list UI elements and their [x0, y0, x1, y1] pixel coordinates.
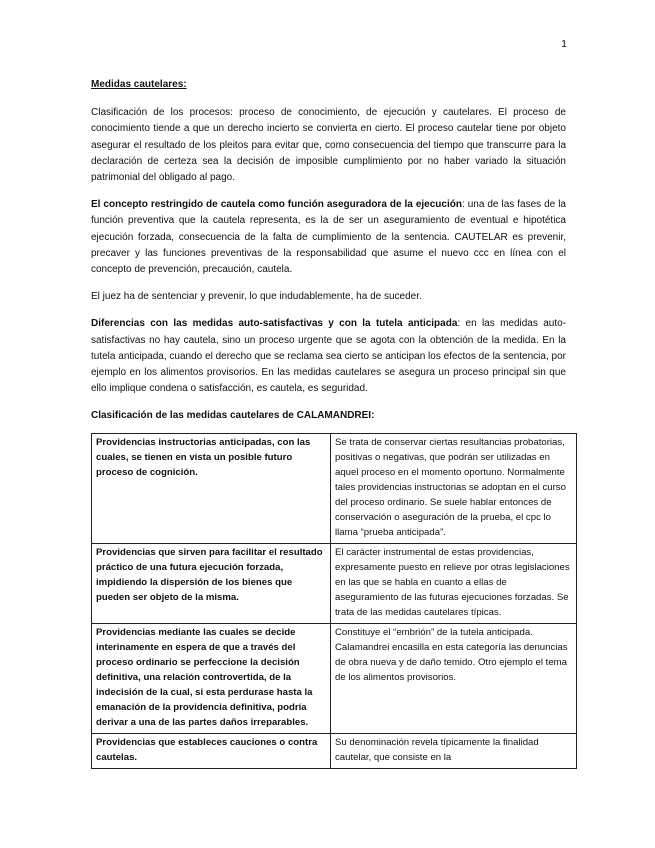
- paragraph-differences: [91, 316, 566, 397]
- table-cell-description: Se trata de conservar ciertas resultancias probatorias, positivas o negativas, que podrán ser utilizadas en aquel proceso en el momento oportuno. Normalmente tales providencias instructorias se adoptan en el curso del proceso ordinario. Se suele hablar entonces de conservación o aseguración de la prueba, el cpc lo llama “prueba anticipada”.: [331, 433, 577, 543]
- table-cell-description: El carácter instrumental de estas providencias, expresamente puesto en relieve por otras legislaciones en las que se habla en cuanto a ellas de aseguramiento de las futuras ejecuciones forzadas. Se trata de las medidas cautelares típicas.: [331, 543, 577, 623]
- paragraph-differences-heading: Diferencias con las medidas auto-satisfactivas y con la tutela anticipada: [91, 318, 458, 330]
- table-cell-category: Providencias que sirven para facilitar el resultado práctico de una futura ejecución forzada, impidiendo la dispersión de los bienes que pueden ser objeto de la misma.: [92, 543, 331, 623]
- table-cell-category: Providencias mediante las cuales se decide interinamente en espera de que a través del proceso ordinario se perfeccione la decisión definitiva, una relación controvertida, de la indecisión de la cual, si esta perdurase hasta la emanación de la providencia definitiva, podría derivar a una de las partes daños irreparables.: [92, 623, 331, 733]
- table-cell-description: Su denominación revela típicamente la finalidad cautelar, que consiste en la: [331, 733, 577, 768]
- table-row: [92, 543, 577, 623]
- paragraph-judge: El juez ha de sentenciar y prevenir, lo que indudablemente, ha de suceder.: [91, 291, 422, 303]
- table-cell-description: Constituye el “embrión” de la tutela anticipada. Calamandrei encasilla en esta categoría las denuncias de obra nueva y de daño temido. Otro ejemplo el tema de los alimentos provisorios.: [331, 623, 577, 733]
- page-number: 1: [561, 38, 567, 50]
- document-body: [91, 77, 570, 769]
- paragraph-restricted-concept: [91, 197, 566, 278]
- table-cell-category: Providencias que estableces cauciones o contra cautelas.: [92, 733, 331, 768]
- paragraph-restricted-concept-heading: El concepto restringido de cautela como función aseguradora de la ejecución: [91, 199, 462, 211]
- paragraph-restricted-concept-text: : una de las fases de la función preventiva que la cautela representa, es la de ser un aseguramiento de eventual e hipotética ejecución forzada, consecuencia de la falta de cumplimiento de la sentencia. CAUTELAR es prevenir, precaver y las funciones preventivas de la responsabilidad que asume el nuevo ccc en línea con el concepto de prevención, precaución, cautela.: [91, 199, 566, 276]
- table-row: [92, 733, 577, 768]
- table-row: [92, 433, 577, 543]
- table-heading: Clasificación de las medidas cautelares de CALAMANDREI:: [91, 410, 375, 422]
- table-row: [92, 623, 577, 733]
- table-cell-category: Providencias instructorias anticipadas, con las cuales, se tienen en vista un posible futuro proceso de cognición.: [92, 433, 331, 543]
- paragraph-process-classification: Clasificación de los procesos: proceso de conocimiento, de ejecución y cautelares. El proceso de conocimiento tiende a que un derecho incierto se convierta en cierto. El proceso cautelar tiene por objeto asegurar el resultado de los pleitos para evitar que, como consecuencia del tiempo que transcurre para la declaración de certeza sea la decisión de imposible cumplimiento por no haber variado la situación patrimonial del obligado al pago.: [91, 107, 566, 184]
- paragraph-differences-text: : en las medidas auto-satisfactivas no hay cautela, sino un proceso urgente que se agota con la obtención de la medida. En la tutela anticipada, cuando el derecho que se reclama sea cierto se anticipan los efectos de la sentencia, por ejemplo en los alimentos provisorios. En las medidas cautelares se asegura un proceso principal sin que ello implique condena o satisfacción, es cautela, es seguridad.: [91, 318, 566, 395]
- calamandrei-classification-table: [91, 433, 577, 769]
- document-title: Medidas cautelares:: [91, 79, 187, 90]
